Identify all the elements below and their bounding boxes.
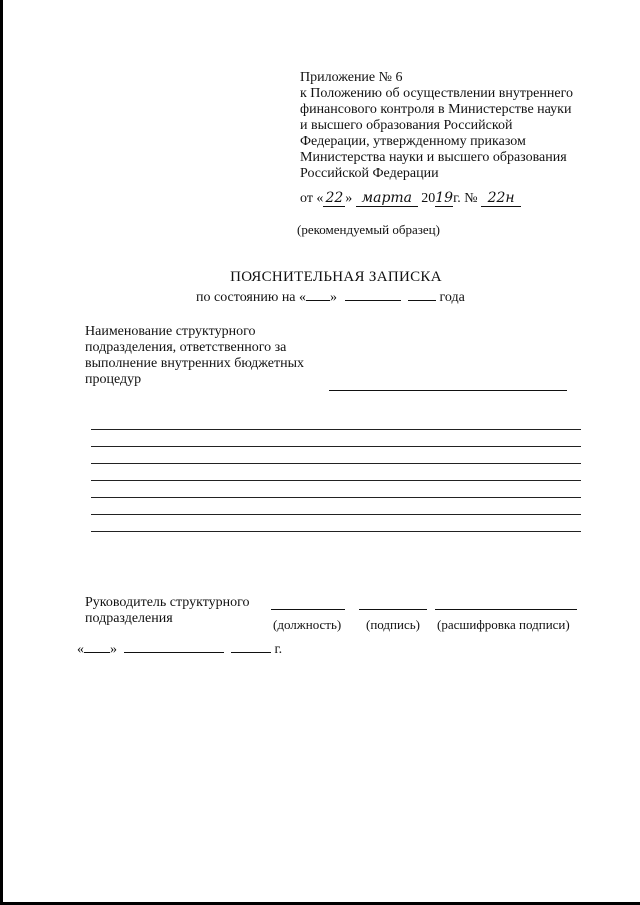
sample-note: (рекомендуемый образец) (297, 222, 440, 237)
appendix-block (300, 70, 600, 182)
text-line[interactable] (91, 531, 581, 532)
unit-line: подразделения, ответственного за (85, 340, 287, 355)
status-year-blank[interactable] (408, 288, 436, 301)
signature-head-line: Руководитель структурного (85, 595, 250, 610)
bottom-date-suffix: г. (274, 642, 283, 657)
status-line (196, 288, 465, 306)
bottom-day-blank[interactable] (84, 640, 110, 653)
signature-field[interactable] (359, 609, 427, 610)
appendix-line: Министерства науки и высшего образования (300, 150, 567, 165)
signature-head-line: подразделения (85, 611, 173, 626)
status-mid: » (330, 290, 338, 305)
bottom-month-blank[interactable] (124, 640, 224, 653)
position-field[interactable] (271, 609, 345, 610)
unit-line: выполнение внутренних бюджетных (85, 356, 305, 371)
status-day-blank[interactable] (306, 288, 330, 301)
signature-decode-caption: (расшифровка подписи) (437, 617, 570, 632)
text-line[interactable] (91, 463, 581, 464)
text-line[interactable] (91, 514, 581, 515)
status-prefix: по состоянию на « (196, 290, 307, 305)
signature-decode-field[interactable] (435, 609, 577, 610)
signature-caption: (подпись) (366, 617, 420, 632)
bottom-year-blank[interactable] (231, 640, 271, 653)
bottom-date-close: » (110, 642, 117, 657)
appendix-line: к Положению об осуществлении внутреннего (300, 86, 573, 101)
order-date-month: марта (356, 190, 418, 207)
order-date-mid: » (345, 191, 356, 206)
order-year-prefix: 20 (421, 191, 436, 206)
appendix-line: Российской Федерации (300, 166, 439, 181)
unit-name-label (85, 324, 325, 388)
order-date-day: 22 (325, 190, 344, 206)
unit-name-field[interactable] (329, 390, 567, 391)
appendix-line: и высшего образования Российской (300, 118, 513, 133)
document-title: ПОЯСНИТЕЛЬНАЯ ЗАПИСКА (230, 269, 442, 285)
order-number-prefix: г. № (453, 191, 478, 206)
order-number-value: 22н (481, 190, 521, 207)
order-date-prefix: от « (300, 191, 324, 206)
text-line[interactable] (91, 429, 581, 430)
appendix-line: Федерации, утвержденному приказом (300, 134, 526, 149)
bottom-date-open: « (77, 642, 84, 657)
text-line[interactable] (91, 480, 581, 481)
bottom-date-line (77, 640, 282, 658)
scan-edge-left (0, 0, 3, 905)
status-month-blank[interactable] (345, 288, 401, 301)
text-line[interactable] (91, 497, 581, 498)
appendix-line: Приложение № 6 (300, 70, 403, 85)
unit-line: Наименование структурного (85, 324, 256, 339)
signature-head (85, 595, 285, 627)
status-suffix: года (439, 290, 465, 305)
text-line[interactable] (91, 446, 581, 447)
appendix-line: финансового контроля в Министерстве науки (300, 102, 572, 117)
unit-line: процедур (85, 372, 142, 387)
position-caption: (должность) (273, 617, 342, 632)
order-date-line (300, 190, 620, 207)
order-year-suffix: 19 (435, 190, 454, 206)
